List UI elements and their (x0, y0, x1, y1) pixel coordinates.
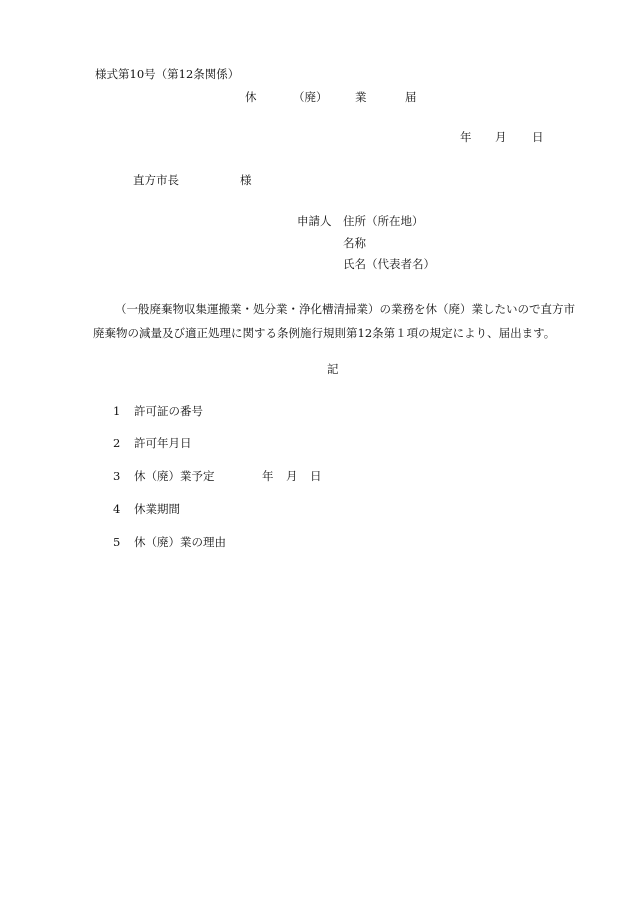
title-char-notice: 届 (405, 90, 417, 104)
addressee: 直方市長 (133, 173, 179, 187)
list-item (113, 438, 192, 450)
item-label: 休（廃）業の理由 (134, 535, 226, 549)
applicant-name-label: 名称 (343, 236, 366, 250)
date-month-label: 月 (495, 130, 507, 144)
item3-day-label: 日 (310, 469, 322, 483)
list-item (113, 406, 203, 418)
item3-month-label: 月 (286, 469, 298, 483)
applicant-representative-label: 氏名（代表者名） (343, 257, 435, 271)
item-number: 3 (113, 469, 121, 483)
item3-year-label: 年 (262, 469, 274, 483)
date-day-label: 日 (532, 130, 544, 144)
item-label: 休（廃）業予定 (134, 469, 215, 483)
item-label: 許可証の番号 (134, 404, 203, 418)
note-label: 記 (327, 362, 339, 376)
item-number: 2 (113, 436, 121, 450)
title-char-business: 業 (355, 90, 367, 104)
title-char-abolish: （廃） (293, 90, 328, 104)
applicant-address-label: 住所（所在地） (343, 214, 424, 228)
list-item (113, 537, 226, 549)
body-text: （一般廃棄物収集運搬業・処分業・浄化槽清掃業）の業務を休（廃）業したいので直方市廃棄物の減量及び適正処理に関する条例施行規則第12条第１項の規定により、届出ます。 (93, 302, 575, 340)
item-number: 5 (113, 535, 121, 549)
applicant-label: 申請人 (297, 214, 332, 228)
form-number: 様式第10号（第12条関係） (95, 67, 240, 81)
item-label: 許可年月日 (134, 436, 192, 450)
honorific: 様 (240, 173, 252, 187)
item-number: 4 (113, 502, 121, 516)
date-year-label: 年 (460, 130, 472, 144)
item-label: 休業期間 (134, 502, 180, 516)
list-item (113, 504, 180, 516)
title-char-rest: 休 (245, 90, 257, 104)
item-number: 1 (113, 404, 121, 418)
list-item (113, 471, 215, 483)
